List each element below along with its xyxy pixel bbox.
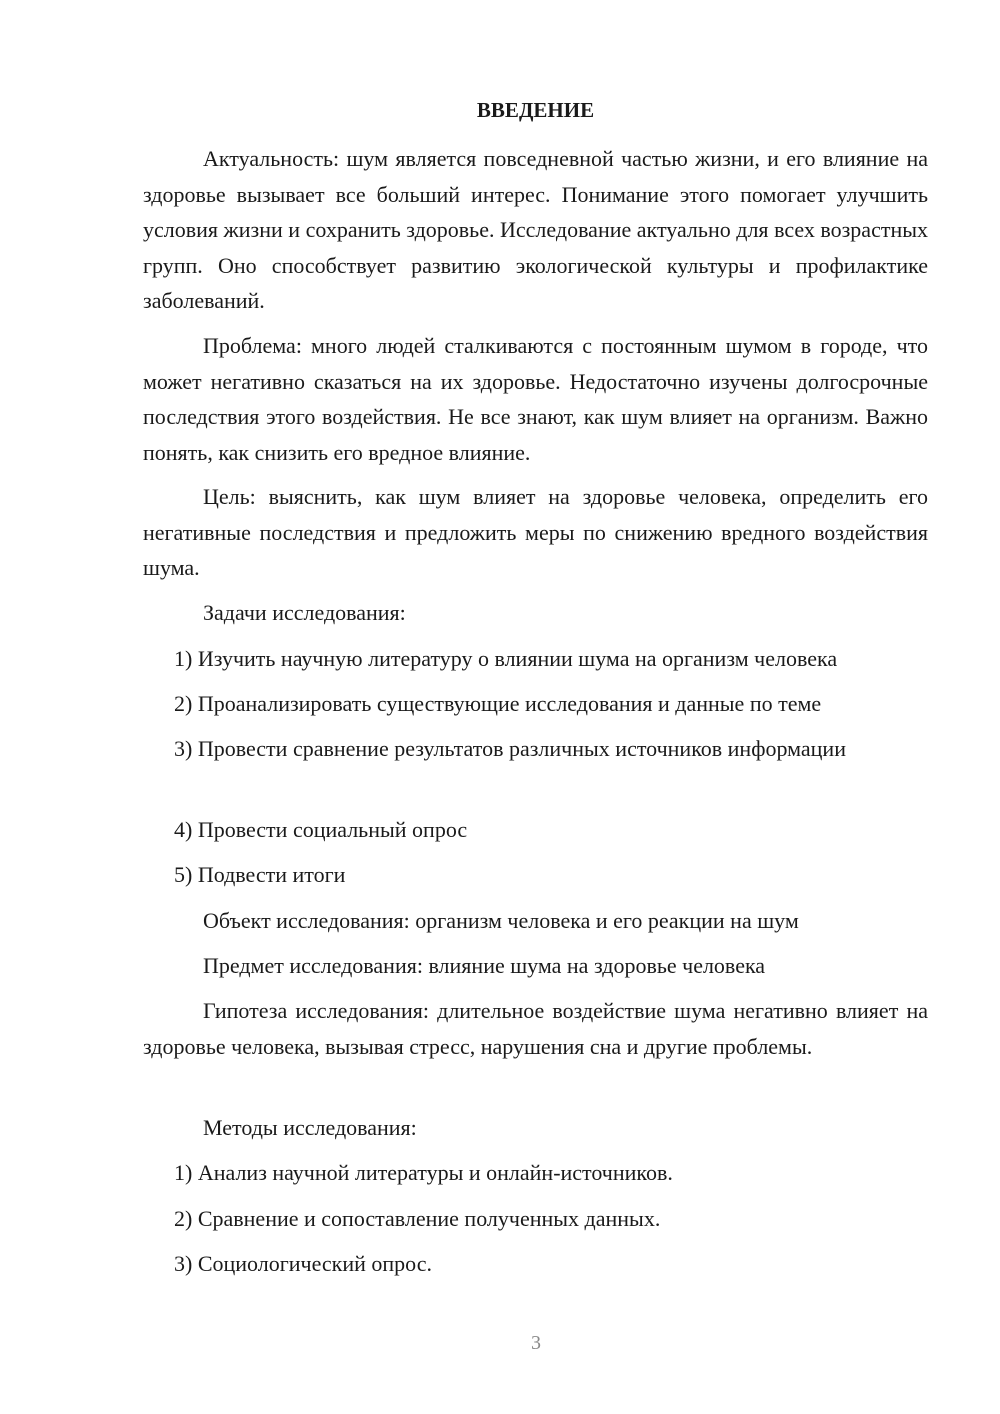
task-item-4: 4) Провести социальный опрос [174, 817, 468, 842]
task-item-5: 5) Подвести итоги [174, 862, 346, 887]
method-item-2: 2) Сравнение и сопоставление полученных данных. [174, 1206, 661, 1231]
task-item-2: 2) Проанализировать существующие исследования и данные по теме [174, 691, 822, 716]
section-title: ВВЕДЕНИЕ [476, 98, 595, 122]
goal-paragraph: Цель: выяснить, как шум влияет на здоровье человека, определить его негативные последствия и предложить меры по снижению вредного воздействия шума. [143, 484, 928, 580]
tasks-heading: Задачи исследования: [203, 600, 406, 625]
method-item-1: 1) Анализ научной литературы и онлайн-источников. [174, 1160, 673, 1185]
page-number: 3 [531, 1332, 541, 1354]
object-paragraph: Объект исследования: организм человека и его реакции на шум [203, 908, 799, 933]
hypothesis-paragraph: Гипотеза исследования: длительное воздействие шума негативно влияет на здоровье человека, вызывая стресс, нарушения сна и другие проблемы. [143, 998, 928, 1059]
relevance-paragraph: Актуальность: шум является повседневной частью жизни, и его влияние на здоровье вызывает все больший интерес. Понимание этого помогает улучшить условия жизни и сохранить здоровье. Исследование актуально для всех возрастных групп. Оно способствует развитию экологической культуры и профилактике заболеваний. [143, 146, 928, 313]
task-item-1: 1) Изучить научную литературу о влиянии шума на организм человека [174, 646, 838, 671]
methods-heading: Методы исследования: [203, 1115, 417, 1140]
subject-paragraph: Предмет исследования: влияние шума на здоровье человека [203, 953, 766, 978]
task-item-3: 3) Провести сравнение результатов различных источников информации [174, 736, 846, 761]
problem-paragraph: Проблема: много людей сталкиваются с постоянным шумом в городе, что может негативно сказаться на их здоровье. Недостаточно изучены долгосрочные последствия этого воздействия. Не все знают, как шум влияет на организм. Важно понять, как снизить его вредное влияние. [143, 333, 928, 465]
method-item-3: 3) Социологический опрос. [174, 1251, 432, 1276]
